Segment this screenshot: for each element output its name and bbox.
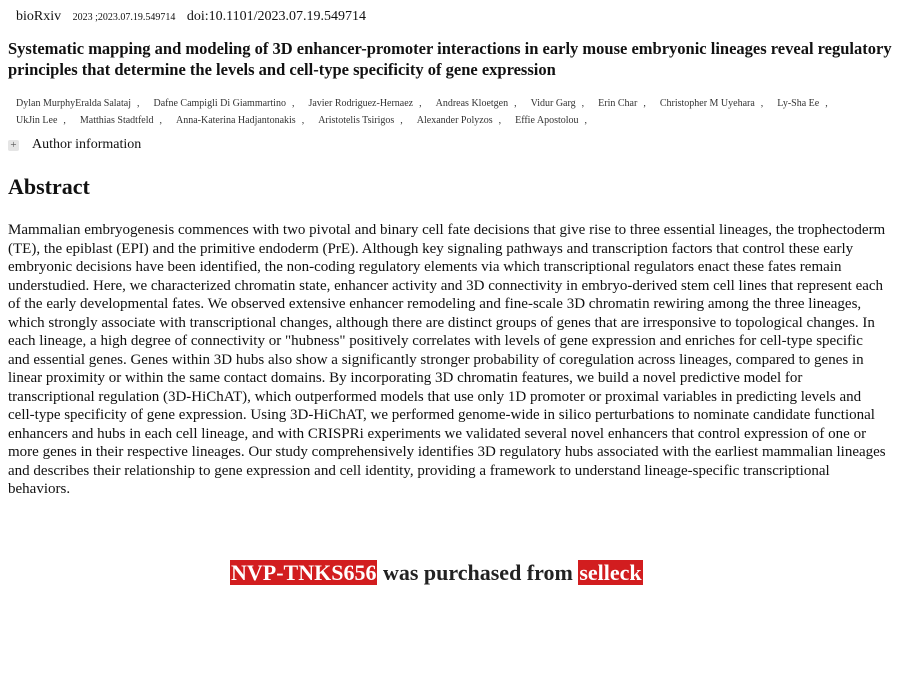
author-separator: , [498,115,502,126]
author-separator: , [159,115,162,126]
author-link[interactable]: Andreas Kloetgen [435,98,509,109]
author-link[interactable]: Christopher M Uyehara [659,98,755,109]
author-separator: , [584,115,588,126]
author-link[interactable]: Dylan MurphyEralda Salataj [16,98,131,109]
citation-bar [16,9,366,25]
author-separator: , [760,98,764,109]
author-separator: , [643,98,646,109]
author-link[interactable]: Effie Apostolou [515,115,579,126]
author-link[interactable]: Anna-Katerina Hadjantonakis [176,115,296,126]
author-separator: , [400,115,403,126]
author-link[interactable]: Vidur Garg [530,98,576,109]
author-information-toggle[interactable] [8,137,141,153]
author-separator: , [291,98,295,109]
author-separator: , [136,98,140,109]
purchase-banner [230,560,643,586]
author-information-label: Author information [32,137,142,152]
author-link[interactable]: Matthias Stadtfeld [79,115,154,126]
vendor-name[interactable]: selleck [579,560,642,585]
plus-icon: + [8,140,19,151]
author-link[interactable]: UkJin Lee [16,115,58,126]
author-link[interactable]: Ly-Sha Ee [777,98,820,109]
banner-text: was purchased from [377,560,579,585]
author-separator: , [419,98,422,109]
author-separator: , [825,98,828,109]
author-link[interactable]: Aristotelis Tsirigos [318,115,395,126]
doi[interactable]: doi:10.1101/2023.07.19.549714 [186,9,367,24]
author-list [16,95,876,129]
author-link[interactable]: Alexander Polyzos [416,115,493,126]
author-link[interactable]: Dafne Campigli Di Giammartino [153,98,286,109]
author-separator: , [581,98,585,109]
citation: 2023 ;2023.07.19.549714 [72,12,176,23]
journal-name: bioRxiv [16,9,62,24]
author-separator: , [301,115,305,126]
article-title: Systematic mapping and modeling of 3D enhancer-promoter interactions in early mouse embryonic lineages reveal regulatory principles that determine the levels and cell-type specificity of gene expression [8,39,892,79]
abstract-heading: Abstract [8,174,90,199]
product-name[interactable]: NVP-TNKS656 [231,560,377,585]
author-link[interactable]: Erin Char [598,98,638,109]
author-separator: , [63,115,66,126]
author-separator: , [514,98,517,109]
author-link[interactable]: Javier Rodriguez-Hernaez [308,98,414,109]
abstract-text: Mammalian embryogenesis commences with two pivotal and binary cell fate decisions that give rise to three essential lineages, the trophectoderm (TE), the epiblast (EPI) and the primitive endoderm (PrE). Although key signaling pathways and transcription factors that control these early embryonic decisions have been identified, the non-coding regulatory elements via which transcriptional regulators enact these fates remain understudied. Here, we characterized chromatin state, enhancer activity and 3D connectivity in embryo-derived stem cell lines that represent each of the early developmental fates. We observed extensive enhancer remodeling and fine-scale 3D chromatin rewiring among the three lineages, which strongly associate with transcriptional changes, although there are distinct groups of genes that are irresponsive to topological changes. In each lineage, a high degree of connectivity or "hubness" positively correlates with levels of gene expression and enriches for cell-type specific and essential genes. Genes within 3D hubs also show a significantly stronger probability of coregulation across lineages, compared to genes in linear proximity or within the same contact domains. By incorporating 3D chromatin features, we build a novel predictive model for transcriptional regulation (3D-HiChAT), which outperformed models that use only 1D promoter or proximal variables in predicting levels and cell-type specificity of gene expression. Using 3D-HiChAT, we performed genome-wide in silico perturbations to nominate candidate functional enhancers and hubs in each cell lineage, and with CRISPRi experiments we validated several novel enhancers that control expression of one or more genes in their respective lineages. Our study comprehensively identifies 3D regulatory hubs associated with the earliest mammalian lineages and describes their relationship to gene expression and cell identity, providing a framework to understand lineage-specific transcriptional behaviors. [8,222,886,497]
